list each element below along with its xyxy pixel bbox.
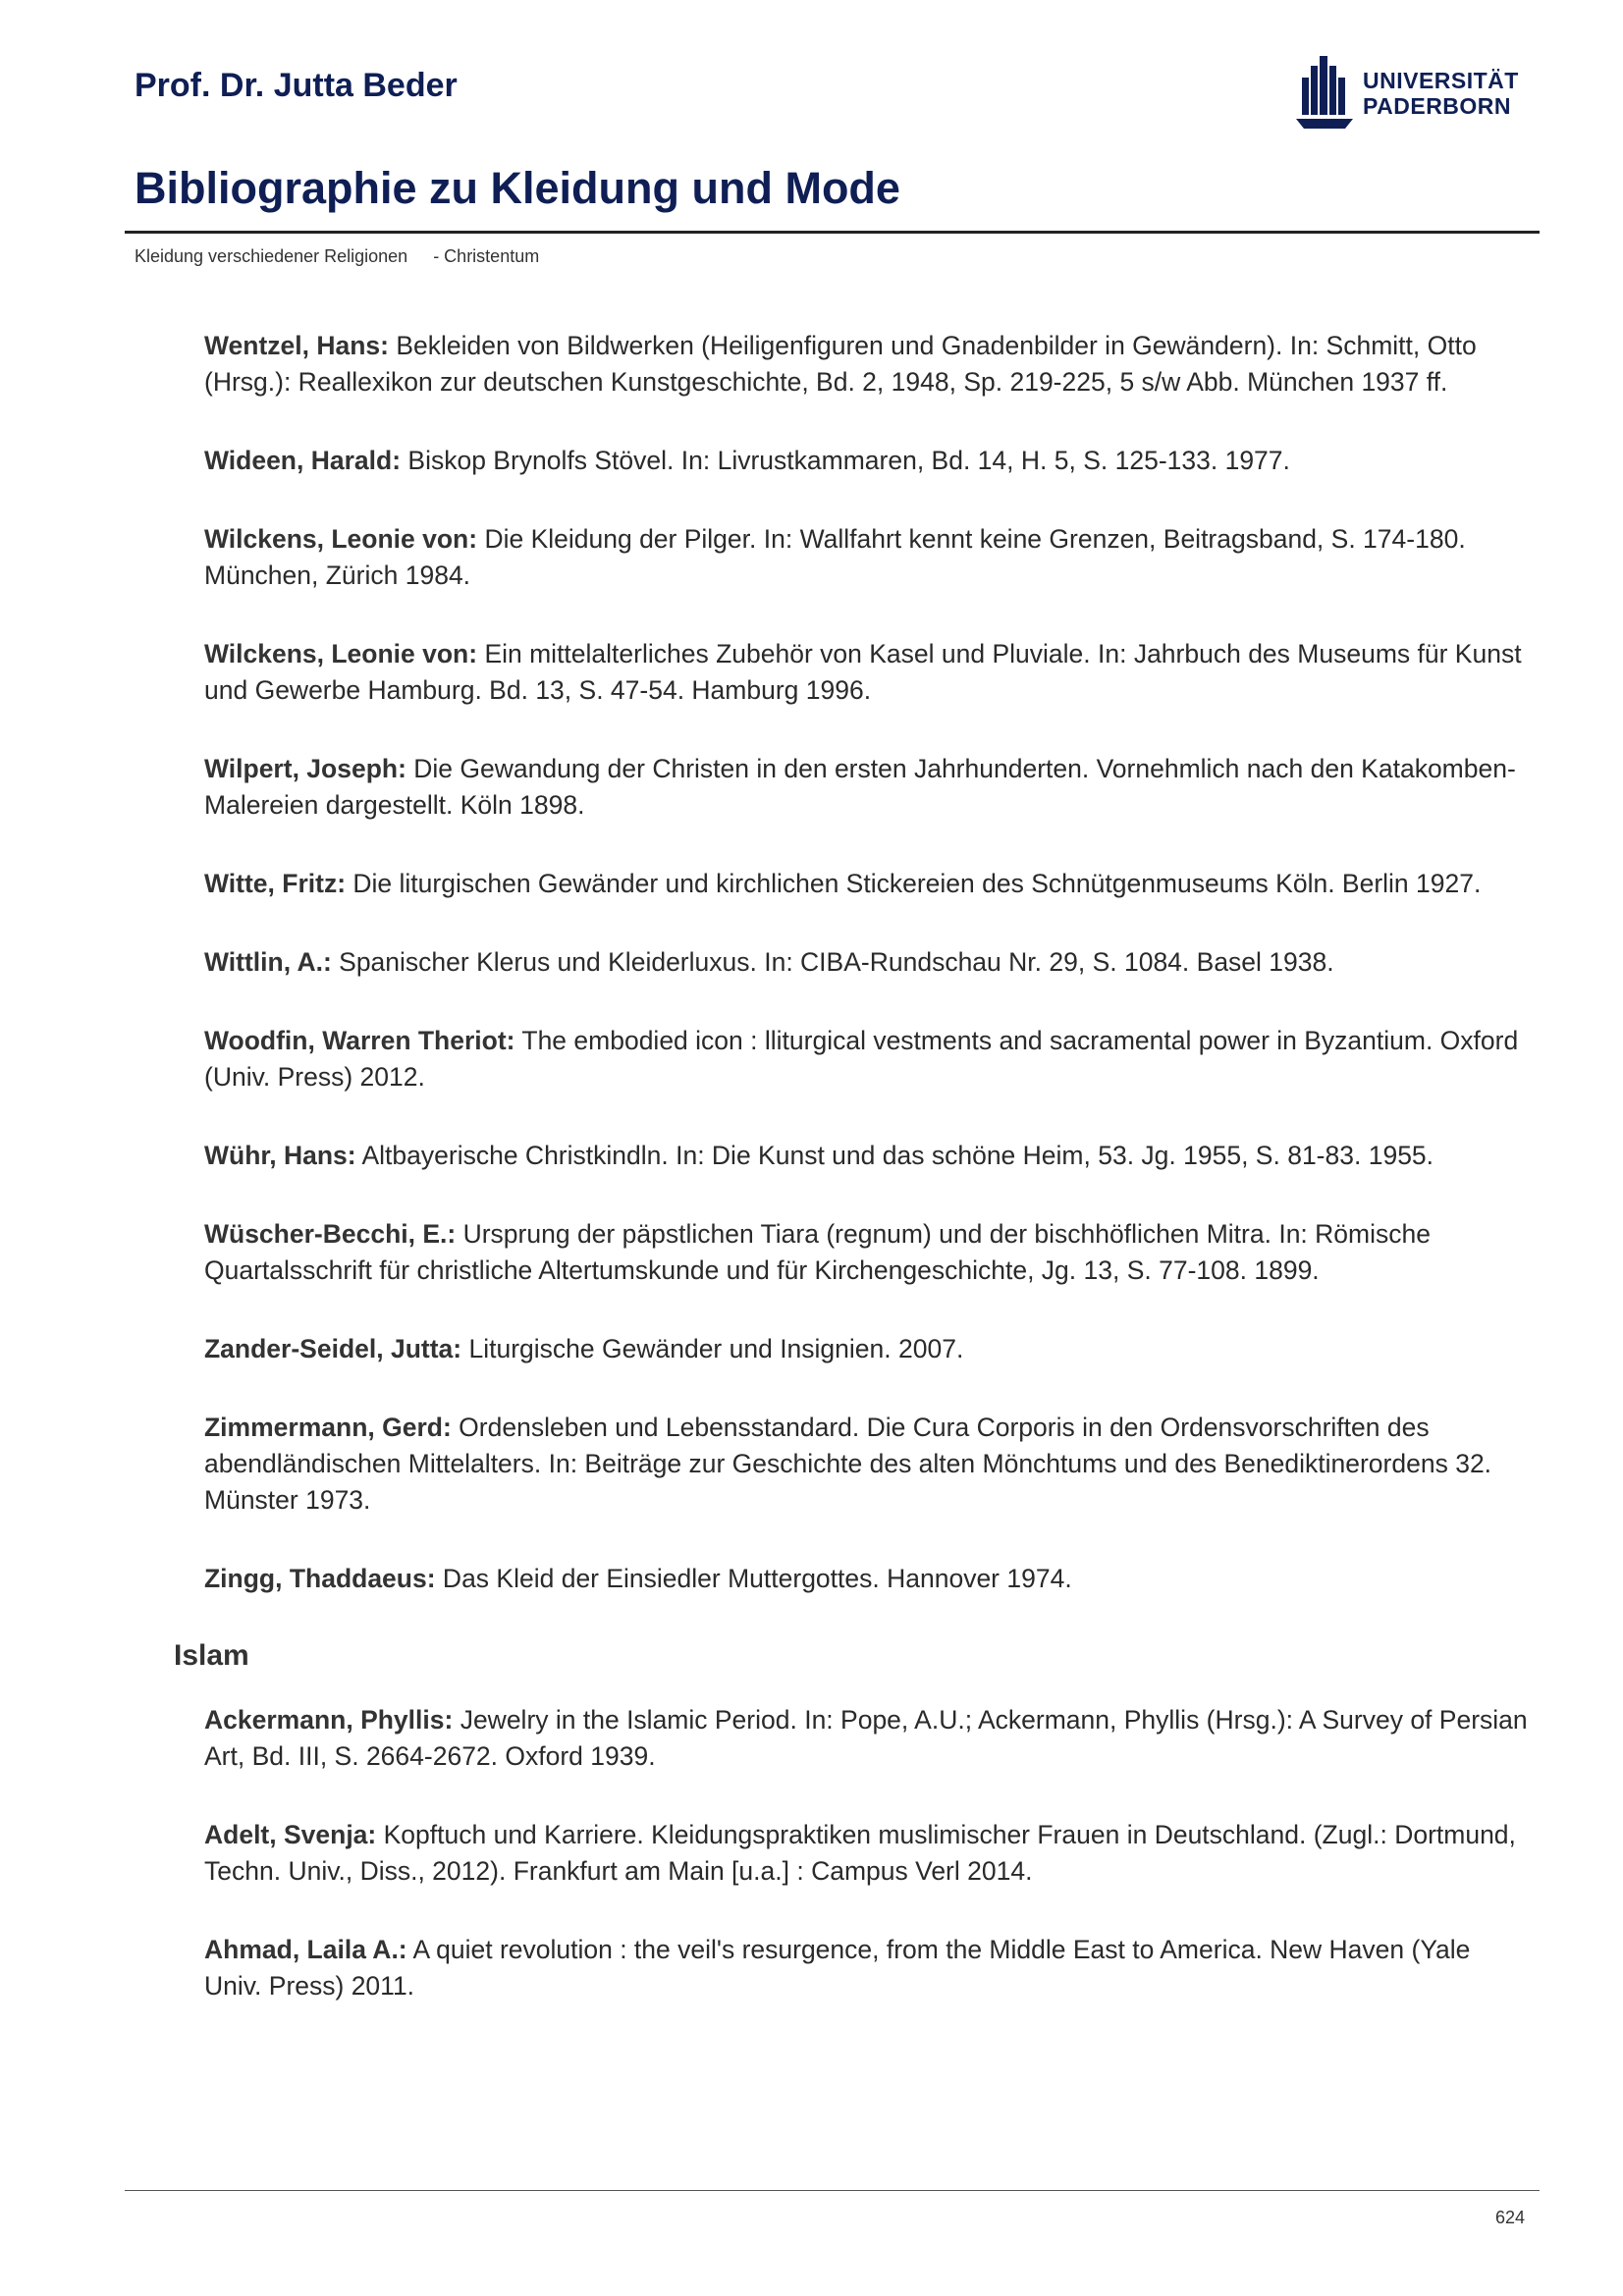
section-heading-islam: Islam — [174, 1639, 249, 1672]
bibliography-entry — [204, 443, 1530, 479]
entry-author: Witte, Fritz: — [204, 869, 347, 898]
entry-author: Wittlin, A.: — [204, 947, 332, 977]
breadcrumb-main: Kleidung verschiedener Religionen — [135, 246, 408, 266]
bibliography-entry — [204, 1216, 1530, 1289]
university-logo — [1294, 51, 1530, 135]
bibliography-entry — [204, 636, 1530, 709]
entry-text: Spanischer Klerus und Kleiderluxus. In: CIBA-Rundschau Nr. 29, S. 1084. Basel 1938. — [331, 947, 1334, 977]
bibliography-entry — [204, 1331, 1530, 1367]
entry-text: Die liturgischen Gewänder und kirchlichen Stickereien des Schnütgenmuseums Köln. Berlin 1927. — [346, 869, 1482, 898]
entry-author: Zander-Seidel, Jutta: — [204, 1334, 462, 1363]
logo-text-line1: UNIVERSITÄT — [1363, 68, 1519, 93]
entry-author: Wentzel, Hans: — [204, 331, 389, 360]
entry-author: Ackermann, Phyllis: — [204, 1705, 454, 1735]
entry-text: A quiet revolution : the veil's resurgence, from the Middle East to America. New Haven (Yale Univ. Press) 2011. — [204, 1935, 1471, 2001]
bibliography-entry — [204, 1023, 1530, 1095]
bibliography-list — [174, 328, 1530, 2047]
entry-text: Liturgische Gewänder und Insignien. 2007. — [461, 1334, 964, 1363]
bibliography-entry — [204, 866, 1530, 902]
author-header: Prof. Dr. Jutta Beder — [135, 67, 458, 104]
bibliography-entry — [204, 944, 1530, 981]
breadcrumb-sub: - Christentum — [433, 246, 540, 266]
footer-divider — [125, 2190, 1540, 2191]
university-logo-icon — [1294, 54, 1355, 133]
entry-author: Wilckens, Leonie von: — [204, 639, 478, 668]
entry-text: Ein mittelalterliches Zubehör von Kasel und Pluviale. In: Jahrbuch des Museums für Kunst und Gewerbe Hamburg. Bd. 13, S. 47-54. Hamburg 1996. — [204, 639, 1522, 705]
entry-text: Bekleiden von Bildwerken (Heiligenfiguren und Gnadenbilder in Gewändern). In: Schmitt, Otto (Hrsg.): Reallexikon zur deutschen Kunstgeschichte, Bd. 2, 1948, Sp. 219-225, 5 s/w Abb. München 1937 ff. — [204, 331, 1477, 397]
entry-text: Jewelry in the Islamic Period. In: Pope, A.U.; Ackermann, Phyllis (Hrsg.): A Survey of Persian Art, Bd. III, S. 2664-2672. Oxford 1939. — [204, 1705, 1528, 1771]
bibliography-entry — [204, 1817, 1530, 1890]
entry-author: Adelt, Svenja: — [204, 1820, 377, 1849]
breadcrumb — [135, 246, 539, 267]
bibliography-entry — [204, 1702, 1530, 1775]
bibliography-entry — [204, 751, 1530, 824]
bibliography-entry — [204, 1932, 1530, 2004]
entry-text: Kopftuch und Karriere. Kleidungspraktiken muslimischer Frauen in Deutschland. (Zugl.: Dortmund, Techn. Univ., Diss., 2012). Frankfurt am Main [u.a.] : Campus Verl 2014. — [204, 1820, 1516, 1886]
logo-text-line2: PADERBORN — [1363, 93, 1512, 119]
entry-text: Die Gewandung der Christen in den ersten Jahrhunderten. Vornehmlich nach den Katakomben-Malereien dargestellt. Köln 1898. — [204, 754, 1516, 820]
entry-author: Wühr, Hans: — [204, 1141, 356, 1170]
title-divider — [125, 231, 1540, 234]
bibliography-entry — [204, 1138, 1530, 1174]
entry-author: Wilpert, Joseph: — [204, 754, 406, 783]
entry-text: Ordensleben und Lebensstandard. Die Cura Corporis in den Ordensvorschriften des abendländischen Mittelalters. In: Beiträge zur Geschichte des alten Mönchtums und des Benediktinerordens 32. Münster 1973. — [204, 1413, 1492, 1515]
entry-author: Zingg, Thaddaeus: — [204, 1564, 436, 1593]
entry-author: Wilckens, Leonie von: — [204, 524, 478, 554]
entry-author: Ahmad, Laila A.: — [204, 1935, 407, 1964]
entry-author: Zimmermann, Gerd: — [204, 1413, 452, 1442]
entry-author: Wideen, Harald: — [204, 446, 402, 475]
entry-text: Altbayerische Christkindln. In: Die Kunst und das schöne Heim, 53. Jg. 1955, S. 81-83. 1955. — [355, 1141, 1434, 1170]
entry-text: Ursprung der päpstlichen Tiara (regnum) und der bischhöflichen Mitra. In: Römische Quartalsschrift für christliche Altertumskunde und für Kirchengeschichte, Jg. 13, S. 77-108. 1899. — [204, 1219, 1431, 1285]
page-title: Bibliographie zu Kleidung und Mode — [135, 163, 900, 213]
entry-author: Woodfin, Warren Theriot: — [204, 1026, 515, 1055]
bibliography-entry — [204, 328, 1530, 400]
entry-author: Wüscher-Becchi, E.: — [204, 1219, 457, 1249]
bibliography-entry — [204, 1561, 1530, 1597]
entry-text: Die Kleidung der Pilger. In: Wallfahrt kennt keine Grenzen, Beitragsband, S. 174-180. München, Zürich 1984. — [204, 524, 1466, 590]
entry-text: Biskop Brynolfs Stövel. In: Livrustkammaren, Bd. 14, H. 5, S. 125-133. 1977. — [401, 446, 1290, 475]
entry-text: The embodied icon : lliturgical vestments and sacramental power in Byzantium. Oxford (Univ. Press) 2012. — [204, 1026, 1519, 1092]
entry-text: Das Kleid der Einsiedler Muttergottes. Hannover 1974. — [435, 1564, 1072, 1593]
bibliography-entry — [204, 521, 1530, 594]
page-number: 624 — [1494, 2208, 1525, 2227]
bibliography-entry — [204, 1410, 1530, 1519]
